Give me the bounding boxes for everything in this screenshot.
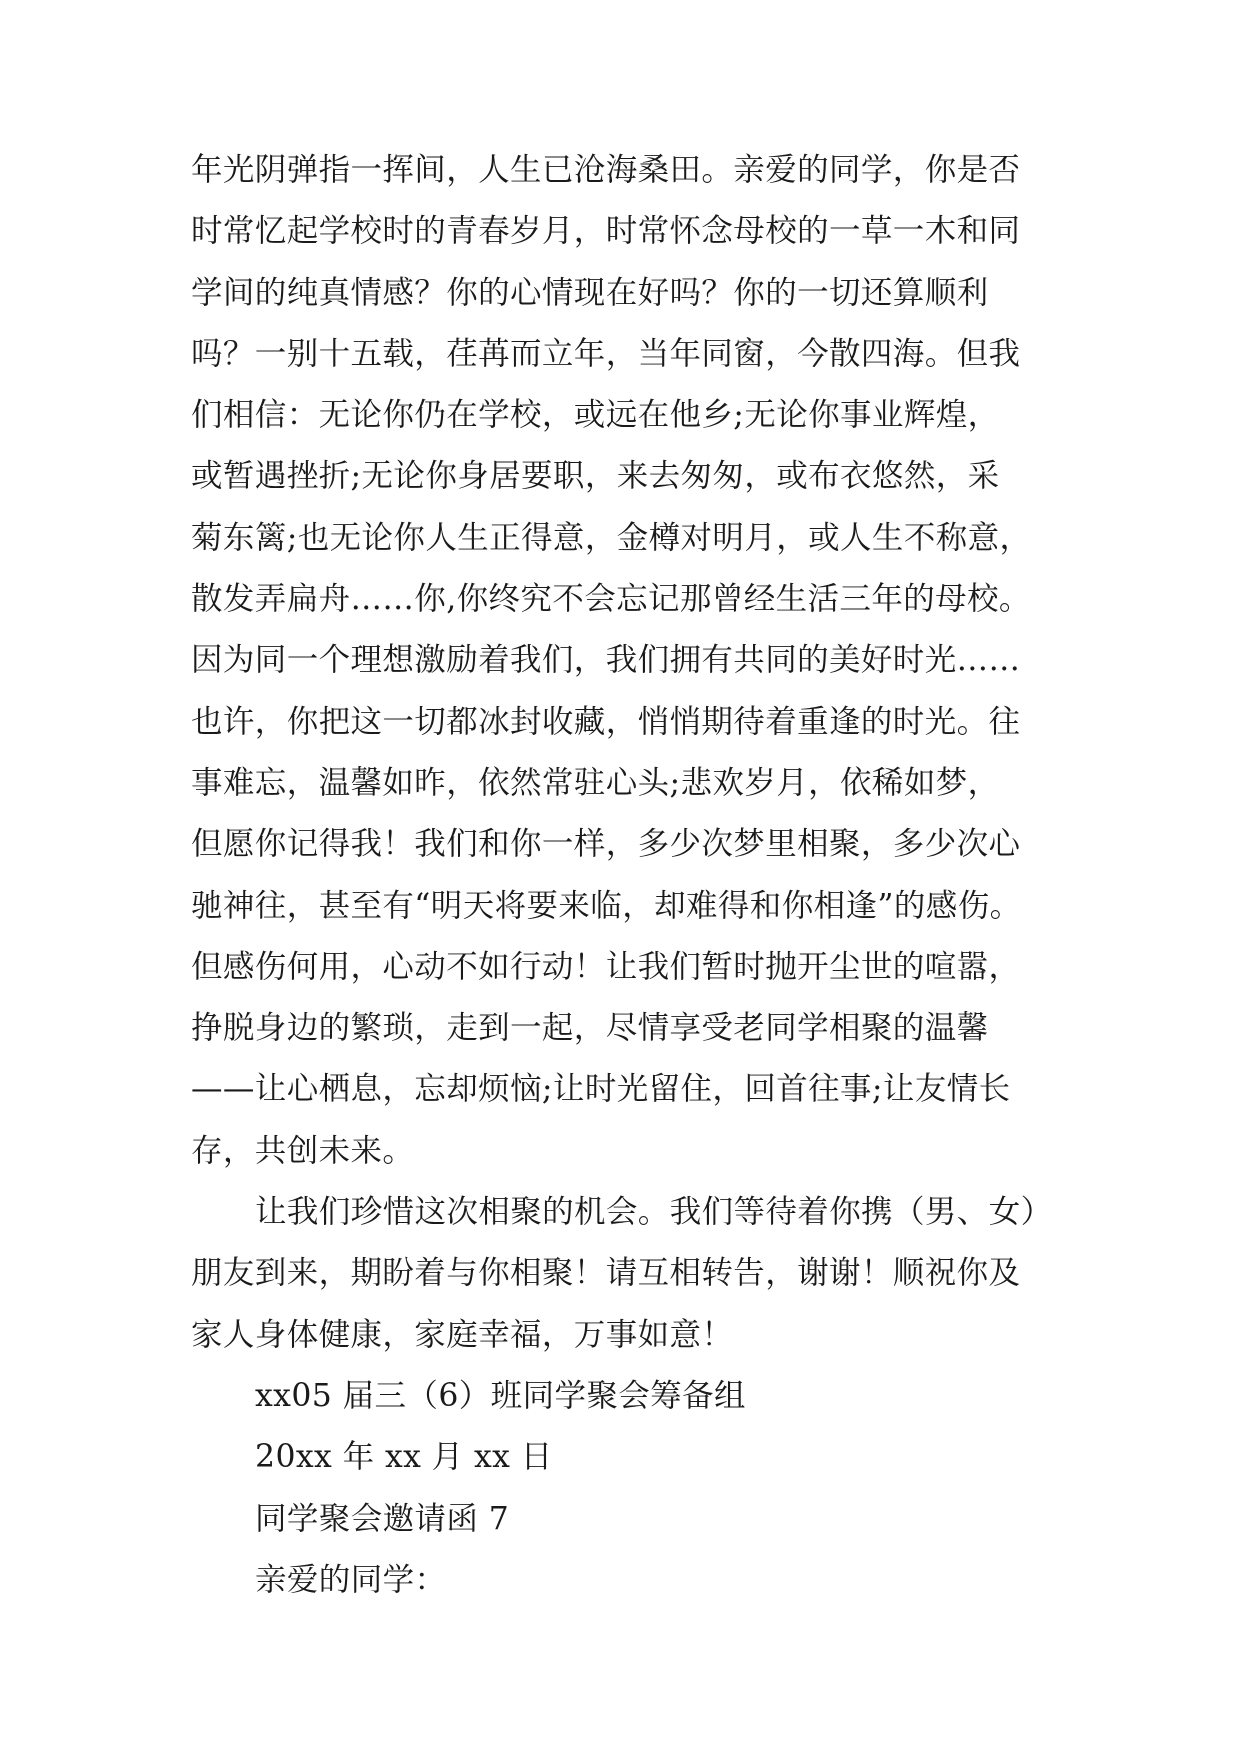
paragraph-start-line: 让我们珍惜这次相聚的机会。我们等待着你携（男、女） [255, 1194, 1053, 1231]
body-line: 或暂遇挫折;无论你身居要职，来去匆匆，或布衣悠然，采 [191, 458, 1000, 495]
body-line: 存，共创未来。 [191, 1132, 415, 1169]
salutation: 亲爱的同学： [255, 1561, 447, 1598]
body-line: 菊东篱;也无论你人生正得意，金樽对明月，或人生不称意， [191, 519, 1032, 556]
body-line: 事难忘，温馨如昨，依然常驻心头;悲欢岁月，依稀如梦， [191, 764, 1000, 801]
signature-organizer: xx05 届三（6）班同学聚会筹备组 [255, 1377, 746, 1414]
body-line: 驰神往，甚至有“明天将要来临，却难得和你相逢”的感伤。 [191, 887, 1022, 924]
body-line: ——让心栖息，忘却烦恼;让时光留住，回首往事;让友情长 [191, 1071, 1011, 1108]
document-body [191, 140, 1071, 1611]
body-line: 家人身体健康，家庭幸福，万事如意！ [191, 1316, 734, 1353]
body-line: 但感伤何用，心动不如行动！让我们暂时抛开尘世的喧嚣， [191, 948, 1021, 985]
body-line: 散发弄扁舟……你,你终究不会忘记那曾经生活三年的母校。 [191, 581, 1031, 618]
body-line: 因为同一个理想激励着我们，我们拥有共同的美好时光…… [191, 642, 1021, 679]
body-line: 们相信：无论你仍在学校，或远在他乡;无论你事业辉煌， [191, 397, 1000, 434]
signature-date: 20xx 年 xx 月 xx 日 [255, 1439, 553, 1476]
body-line: 吗？一别十五载，荏苒而立年，当年同窗，今散四海。但我 [191, 335, 1021, 372]
body-line: 挣脱身边的繁琐，走到一起，尽情享受老同学相聚的温馨 [191, 1010, 989, 1047]
body-line: 也许，你把这一切都冰封收藏，悄悄期待着重逢的时光。往 [191, 703, 1021, 740]
body-line: 但愿你记得我！我们和你一样，多少次梦里相聚，多少次心 [191, 826, 1021, 863]
body-line: 时常忆起学校时的青春岁月，时常怀念母校的一草一木和同 [191, 213, 1021, 250]
body-line: 学间的纯真情感？你的心情现在好吗？你的一切还算顺利 [191, 274, 989, 311]
body-line: 朋友到来，期盼着与你相聚！请互相转告，谢谢！顺祝你及 [191, 1255, 1021, 1292]
section-title: 同学聚会邀请函 7 [255, 1500, 510, 1537]
body-line: 年光阴弹指一挥间，人生已沧海桑田。亲爱的同学，你是否 [191, 152, 1021, 188]
